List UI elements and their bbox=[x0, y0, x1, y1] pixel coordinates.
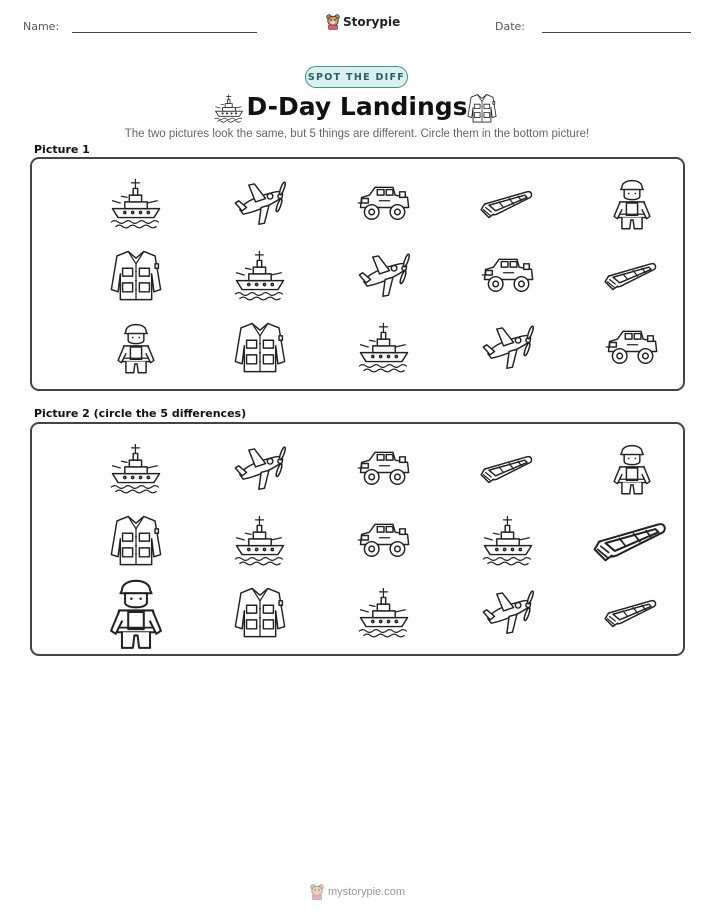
plane-icon bbox=[480, 319, 536, 375]
picture-2-cell-jeep[interactable] bbox=[356, 440, 412, 496]
bear-icon bbox=[326, 14, 340, 30]
jacket-icon bbox=[108, 512, 164, 568]
picture-2-cell-jacket[interactable] bbox=[108, 512, 164, 568]
ship-icon bbox=[232, 512, 288, 568]
picture-2-panel[interactable] bbox=[30, 422, 685, 656]
picture-2-cell-ship[interactable] bbox=[108, 440, 164, 496]
plane-icon bbox=[356, 247, 412, 303]
boat-icon bbox=[480, 175, 536, 231]
picture-2-cell-soldier[interactable] bbox=[97, 573, 175, 651]
picture-1-cell-ship bbox=[356, 319, 412, 375]
title-jacket-icon bbox=[466, 92, 498, 128]
plane-icon bbox=[232, 175, 288, 231]
picture-1-cell-soldier bbox=[108, 319, 164, 375]
soldier-icon bbox=[108, 319, 164, 375]
boat-icon bbox=[480, 440, 536, 496]
jacket-icon bbox=[466, 92, 498, 124]
date-label: Date: bbox=[495, 20, 525, 33]
bear-icon bbox=[310, 884, 324, 900]
picture-1-cell-plane bbox=[356, 247, 412, 303]
picture-1-cell-ship bbox=[108, 175, 164, 231]
picture-2-cell-boat[interactable] bbox=[480, 440, 536, 496]
picture-1-panel bbox=[30, 157, 685, 391]
date-line[interactable] bbox=[542, 32, 691, 33]
picture-1-cell-soldier bbox=[604, 175, 660, 231]
picture-1-cell-plane bbox=[480, 319, 536, 375]
jeep-icon bbox=[356, 440, 412, 496]
picture-2-cell-soldier[interactable] bbox=[604, 440, 660, 496]
plane-icon bbox=[232, 440, 288, 496]
picture-1-cell-jeep bbox=[604, 319, 660, 375]
soldier-icon bbox=[604, 175, 660, 231]
jeep-icon bbox=[480, 247, 536, 303]
picture-2-cell-jacket[interactable] bbox=[232, 584, 288, 640]
jeep-icon bbox=[356, 512, 412, 568]
ship-icon bbox=[232, 247, 288, 303]
picture-1-cell-ship bbox=[232, 247, 288, 303]
ship-icon bbox=[108, 440, 164, 496]
brand-name: Storypie bbox=[343, 15, 401, 29]
jacket-icon bbox=[232, 319, 288, 375]
picture-1-cell-jeep bbox=[480, 247, 536, 303]
page-title: D-Day Landings bbox=[246, 92, 468, 121]
jeep-icon bbox=[356, 175, 412, 231]
picture-2-cell-ship[interactable] bbox=[232, 512, 288, 568]
jacket-icon bbox=[108, 247, 164, 303]
soldier-icon bbox=[97, 573, 175, 651]
ship-icon bbox=[480, 512, 536, 568]
brand-logo bbox=[326, 14, 400, 30]
ship-icon bbox=[356, 319, 412, 375]
picture-1-cell-jacket bbox=[232, 319, 288, 375]
picture-1-cell-boat bbox=[480, 175, 536, 231]
spot-the-diff-badge: SPOT THE DIFF bbox=[305, 66, 408, 88]
picture-1-label: Picture 1 bbox=[34, 143, 90, 156]
ship-icon bbox=[356, 584, 412, 640]
name-line[interactable] bbox=[72, 32, 257, 33]
instructions: The two pictures look the same, but 5 things are different. Circle them in the bottom picture! bbox=[124, 128, 590, 140]
picture-1-cell-boat bbox=[604, 247, 660, 303]
picture-2-cell-boat[interactable] bbox=[604, 584, 660, 640]
picture-2-cell-ship[interactable] bbox=[356, 584, 412, 640]
boat-icon bbox=[593, 501, 671, 579]
picture-2-label: Picture 2 (circle the 5 differences) bbox=[34, 407, 247, 420]
picture-1-cell-jacket bbox=[108, 247, 164, 303]
picture-2-cell-plane[interactable] bbox=[480, 584, 536, 640]
picture-2-cell-boat[interactable] bbox=[593, 501, 671, 579]
ship-icon bbox=[108, 175, 164, 231]
jacket-icon bbox=[232, 584, 288, 640]
plane-icon bbox=[480, 584, 536, 640]
picture-2-cell-jeep[interactable] bbox=[356, 512, 412, 568]
picture-1-cell-jeep bbox=[356, 175, 412, 231]
boat-icon bbox=[604, 584, 660, 640]
footer bbox=[310, 884, 405, 900]
footer-url: mystorypie.com bbox=[328, 886, 406, 898]
picture-2-cell-ship[interactable] bbox=[480, 512, 536, 568]
picture-2-cell-plane[interactable] bbox=[232, 440, 288, 496]
soldier-icon bbox=[604, 440, 660, 496]
name-label: Name: bbox=[23, 20, 60, 33]
picture-1-cell-plane bbox=[232, 175, 288, 231]
boat-icon bbox=[604, 247, 660, 303]
jeep-icon bbox=[604, 319, 660, 375]
